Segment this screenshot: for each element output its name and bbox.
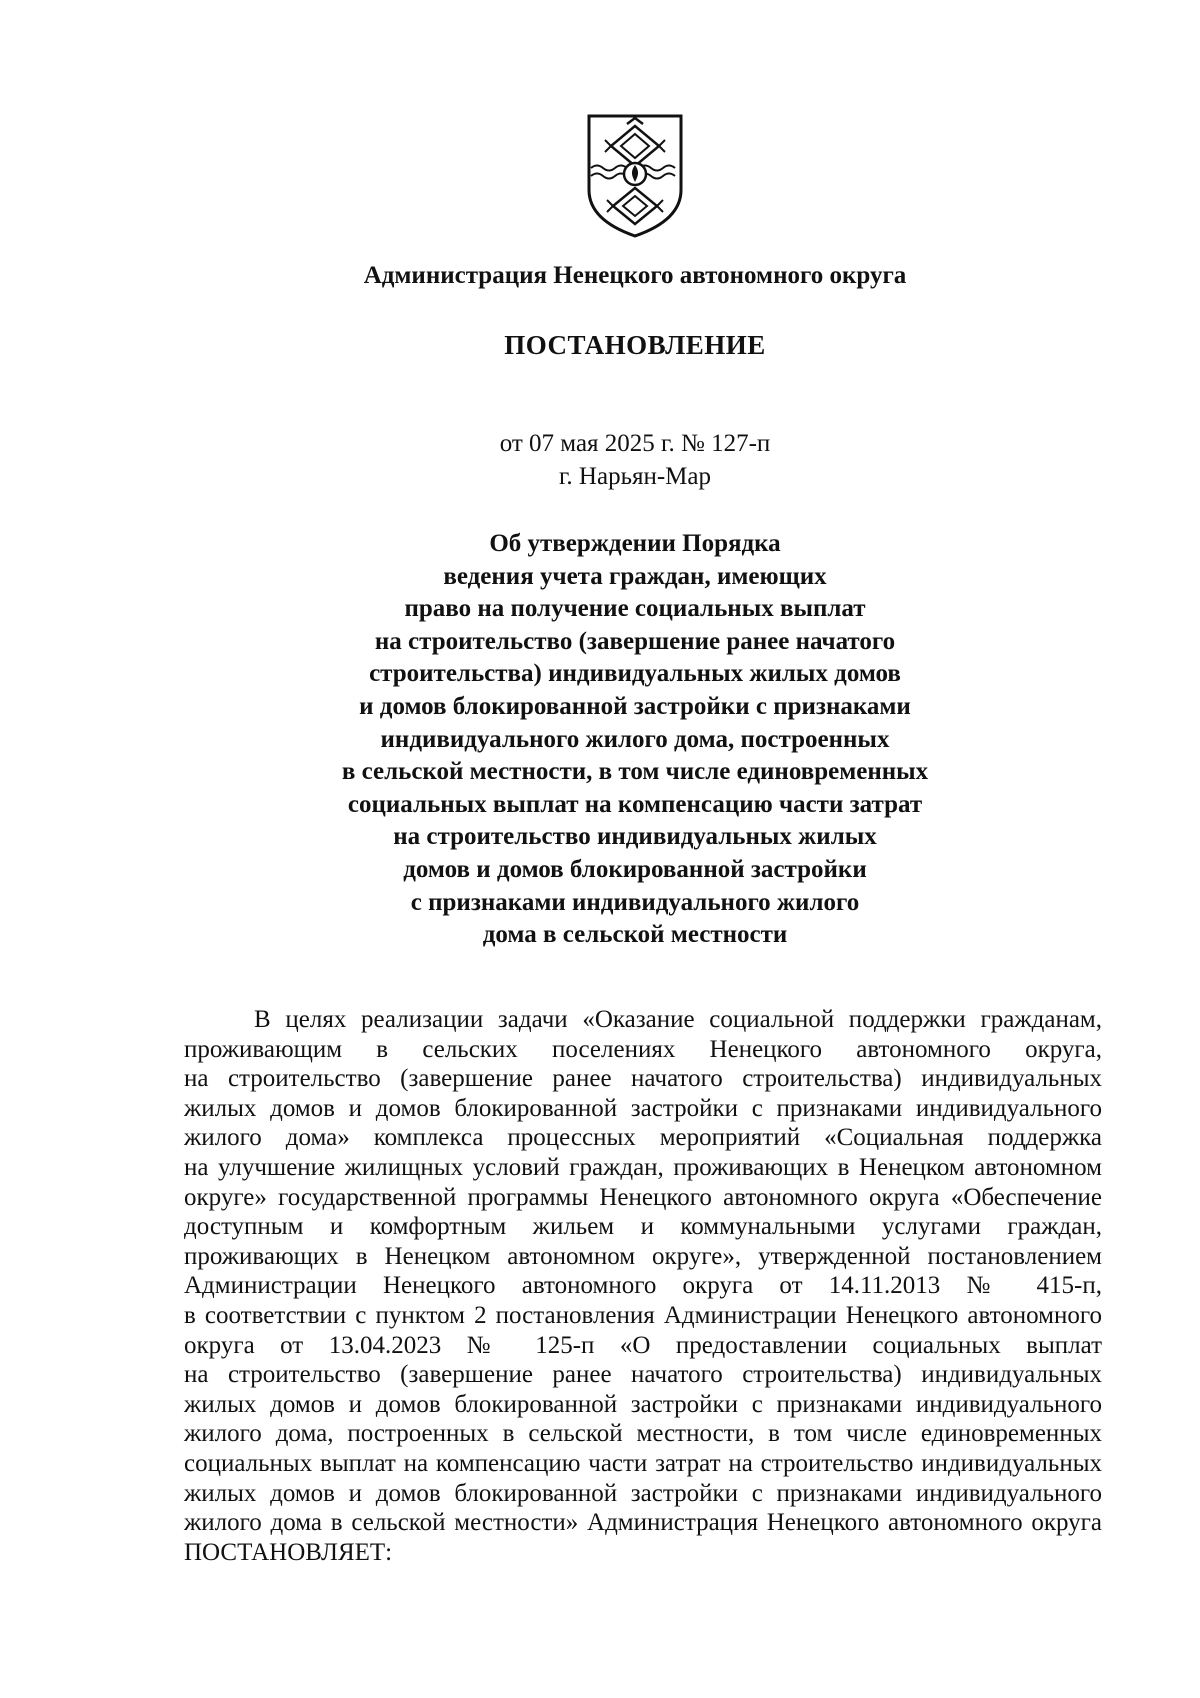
title-line: на строительство индивидуальных жилых: [393, 823, 877, 851]
title-line: индивидуального жилого дома, построенных: [380, 725, 890, 753]
title-line: ведения учета граждан, имеющих: [443, 562, 827, 590]
body-line: жилых домов и домов блокированной застройки с признаками индивидуального: [184, 1390, 1102, 1418]
title-line: право на получение социальных выплат: [404, 595, 866, 623]
body-line: жилых домов и домов блокированной застройки с признаками индивидуального: [184, 1094, 1102, 1122]
body-line: на строительство (завершение ранее начатого строительства) индивидуальных: [184, 1361, 1102, 1389]
body-line: доступным и комфортным жильем и коммунальными услугами граждан,: [184, 1213, 1102, 1241]
document-title: [280, 528, 990, 952]
body-line: ПОСТАНОВЛЯЕТ:: [184, 1538, 393, 1566]
body-line: проживающих в Ненецком автономном округе», утвержденной постановлением: [184, 1242, 1102, 1270]
title-line: и домов блокированной застройки с признаками: [359, 692, 911, 720]
body-line: жилых домов и домов блокированной застройки с признаками индивидуального: [184, 1479, 1102, 1507]
title-line: дома в сельской местности: [482, 921, 788, 949]
body-line: в соответствии с пунктом 2 постановления Администрации Ненецкого автономного: [184, 1301, 1102, 1329]
body-line: Администрации Ненецкого автономного округа от 14.11.2013 № 415-п,: [184, 1272, 1102, 1300]
title-line: строительства) индивидуальных жилых домов: [369, 660, 901, 688]
body-line: жилого дома» комплекса процессных мероприятий «Социальная поддержка: [184, 1124, 1102, 1152]
body-line: проживающим в сельских поселениях Ненецкого автономного округа,: [184, 1035, 1102, 1063]
title-line: с признаками индивидуального жилого: [410, 888, 860, 916]
body-line: жилого дома, построенных в сельской местности, в том числе единовременных: [184, 1420, 1102, 1448]
title-line: на строительство (завершение ранее начатого: [374, 627, 896, 655]
document-date-number: от 07 мая 2025 г. № 127-п: [499, 430, 771, 457]
title-line: в сельской местности, в том числе единовременных: [341, 758, 929, 786]
body-line: на строительство (завершение ранее начатого строительства) индивидуальных: [184, 1065, 1102, 1093]
body-line: округа от 13.04.2023 № 125-п «О предоставлении социальных выплат: [184, 1331, 1102, 1359]
document-city: г. Нарьян-Мар: [558, 463, 711, 490]
title-line: домов и домов блокированной застройки: [403, 855, 867, 883]
body-line: жилого дома в сельской местности» Администрация Ненецкого автономного округа: [184, 1509, 1102, 1537]
title-line: социальных выплат на компенсацию части затрат: [347, 790, 923, 818]
coat-of-arms-icon: [585, 112, 685, 240]
body-paragraph: [184, 1005, 1102, 1567]
body-line: на улучшение жилищных условий граждан, проживающих в Ненецком автономном: [184, 1153, 1102, 1181]
body-line: округе» государственной программы Ненецкого автономного округа «Обеспечение: [184, 1183, 1102, 1211]
title-line: Об утверждении Порядка: [489, 530, 781, 557]
body-line: В целях реализации задачи «Оказание социальной поддержки гражданам,: [254, 1006, 1102, 1033]
body-line: социальных выплат на компенсацию части затрат на строительство индивидуальных: [184, 1449, 1102, 1477]
document-type: ПОСТАНОВЛЕНИЕ: [504, 330, 766, 360]
organization-name: Администрация Ненецкого автономного округа: [363, 262, 907, 289]
